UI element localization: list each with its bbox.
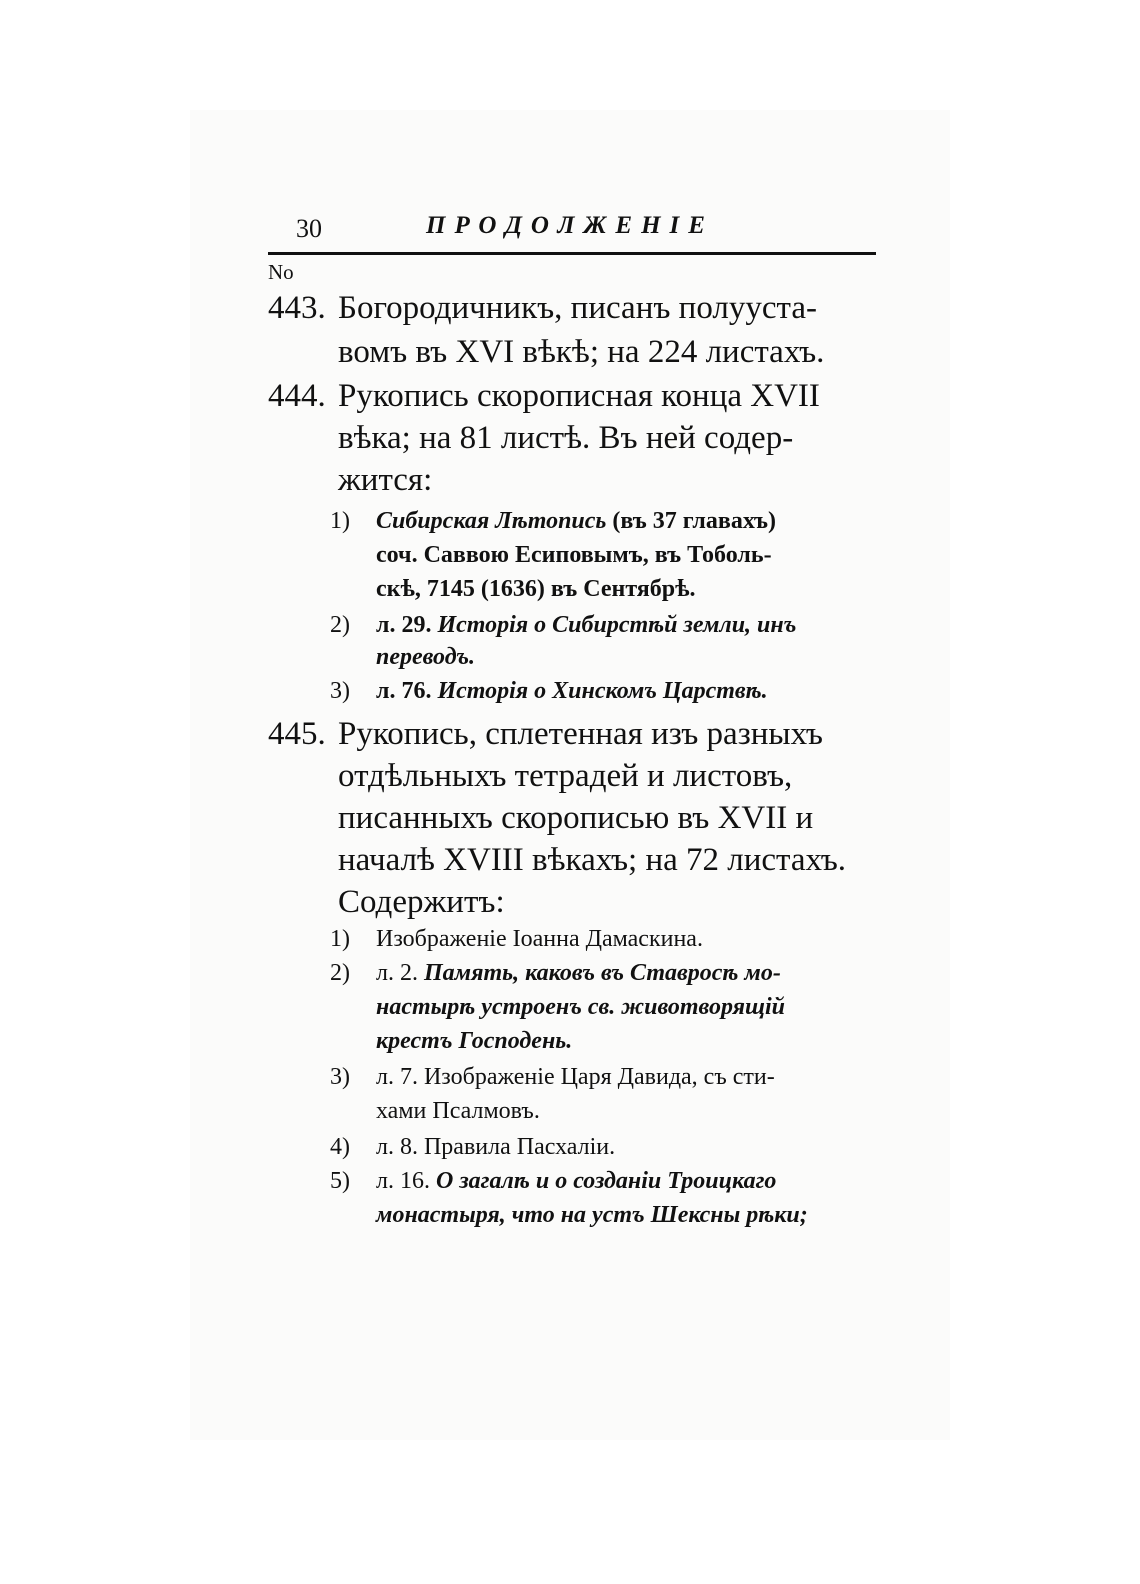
item-line: л. 76. Исторія о Хинскомъ Царствѣ.	[376, 678, 768, 704]
entry-number: 444.	[268, 378, 326, 414]
item-number: 1)	[330, 926, 350, 952]
page-number: 30	[296, 214, 322, 243]
item-line: л. 8. Правила Пасхаліи.	[376, 1134, 616, 1160]
entry-number: 443.	[268, 290, 326, 326]
item-number: 5)	[330, 1168, 350, 1194]
item-line: хами Псалмовъ.	[376, 1098, 540, 1124]
entry-line: Рукопись, сплетенная изъ разныхъ	[338, 716, 823, 752]
number-label: No	[268, 260, 294, 284]
item-line: монастыря, что на устъ Шексны рѣки;	[376, 1202, 808, 1228]
entry-line: вѣка; на 81 листѣ. Въ ней содер-	[338, 420, 794, 456]
entry-line: отдѣльныхъ тетрадей и листовъ,	[338, 758, 793, 794]
entry-line: Богородичникъ, писанъ полууста-	[338, 290, 817, 326]
page-title: ПРОДОЛЖЕНІЕ	[426, 212, 714, 239]
header-rule	[268, 252, 876, 255]
item-number: 2)	[330, 960, 350, 986]
item-line: л. 29. Исторія о Сибирстѣй земли, инъ	[376, 612, 797, 638]
item-line: соч. Саввою Есиповымъ, въ Тоболь-	[376, 542, 772, 568]
item-line: крестъ Господень.	[376, 1028, 573, 1054]
entry-line: Рукопись скорописная конца XVII	[338, 378, 820, 414]
item-number: 4)	[330, 1134, 350, 1160]
item-line: л. 16. О загалѣ и о созданіи Троицкаго	[376, 1168, 777, 1194]
item-line: л. 2. Память, каковъ въ Ставросѣ мо-	[376, 960, 781, 986]
item-number: 2)	[330, 612, 350, 638]
entry-line: вомъ въ XVI вѣкѣ; на 224 листахъ.	[338, 334, 825, 370]
entry-number: 445.	[268, 716, 326, 752]
entry-line: жится:	[338, 462, 433, 498]
item-line: Сибирская Лѣтопись (въ 37 главахъ)	[376, 508, 776, 534]
entry-line: Содержитъ:	[338, 884, 505, 920]
running-head	[268, 210, 878, 250]
entry-line: началѣ XVIII вѣкахъ; на 72 листахъ.	[338, 842, 847, 878]
item-line: Изображеніе Іоанна Дамаскина.	[376, 926, 703, 952]
item-number: 3)	[330, 1064, 350, 1090]
entry-line: писанныхъ скорописью въ XVII и	[338, 800, 814, 836]
item-line: л. 7. Изображеніе Царя Давида, съ сти-	[376, 1064, 775, 1090]
item-line: переводъ.	[376, 644, 475, 670]
item-number: 3)	[330, 678, 350, 704]
item-line: настырѣ устроенъ св. животворящій	[376, 994, 786, 1020]
item-number: 1)	[330, 508, 350, 534]
item-line: скѣ, 7145 (1636) въ Сентябрѣ.	[376, 576, 696, 602]
